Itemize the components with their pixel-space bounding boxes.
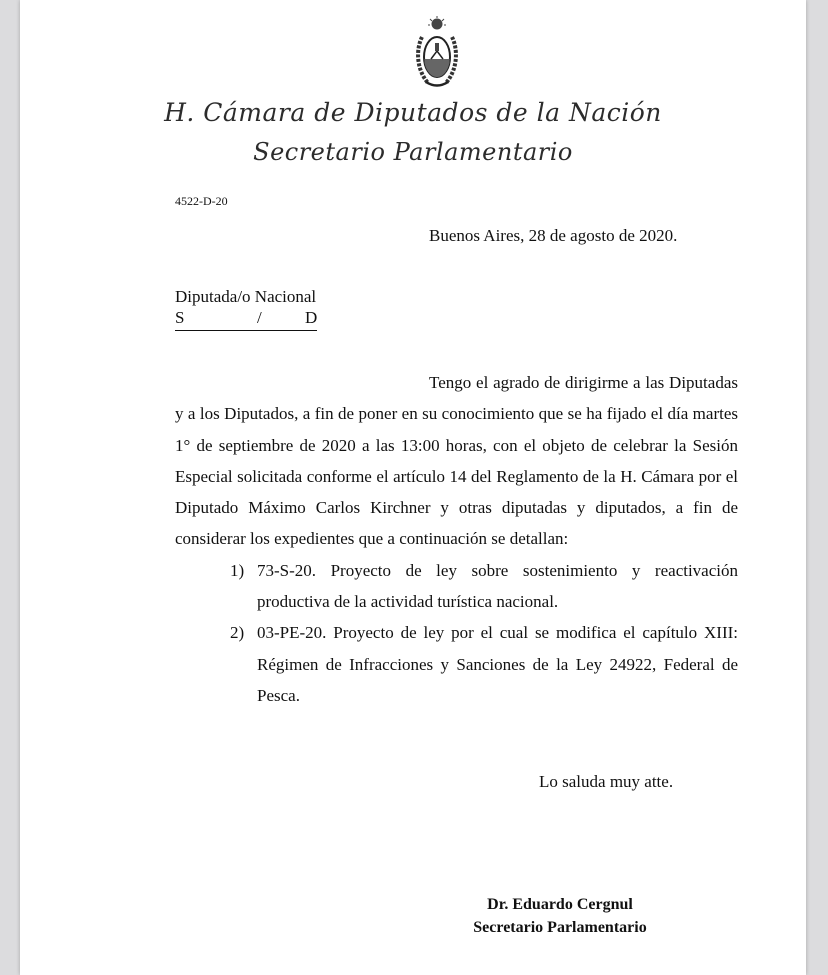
sd-left: S — [175, 308, 185, 327]
list-item-text: 03-PE-20. Proyecto de ley por el cual se modifica el capítulo XIII: Régimen de Infracciones y Sanciones de la Ley 24922, Federal de Pesca. — [257, 623, 738, 705]
signature-block — [430, 893, 690, 939]
chamber-letterhead: H. Cámara de Diputados de la Nación — [164, 98, 662, 127]
list-item — [175, 617, 738, 711]
addressee: Diputada/o Nacional — [175, 287, 317, 306]
list-item-text: 73-S-20. Proyecto de ley sobre sostenimiento y reactivación productiva de la actividad turística nacional. — [257, 560, 738, 612]
signatory-title: Secretario Parlamentario — [473, 919, 647, 936]
document-page — [20, 0, 806, 975]
file-reference: 4522-D-20 — [175, 194, 228, 208]
coat-of-arms-icon — [414, 15, 460, 91]
addressee-sd-line — [175, 308, 317, 331]
list-item — [175, 555, 738, 618]
body-paragraph-text: Tengo el agrado de dirigirme a las Diputadas y a los Diputados, a fin de poner en su conocimiento que se ha fijado el día martes 1° de septiembre de 2020 a las 13:00 horas, con el objeto de celebrar la Sesión Especial solicitada conforme el artículo 14 del Reglamento de la H. Cámara por el Diputado Máximo Carlos Kirchner y otras diputadas y diputados, a fin de considerar los expedientes que a continuación se detallan: — [175, 373, 738, 549]
list-item-number: 1) — [230, 560, 245, 580]
list-item-number: 2) — [230, 623, 245, 643]
signatory-name: Dr. Eduardo Cergnul — [487, 896, 633, 913]
sd-slash: / — [257, 308, 262, 327]
letter-body — [175, 367, 738, 711]
sd-right: D — [305, 308, 318, 327]
closing: Lo saluda muy atte. — [539, 772, 674, 791]
body-paragraph — [175, 367, 738, 555]
dateline: Buenos Aires, 28 de agosto de 2020. — [429, 226, 678, 245]
office-letterhead: Secretario Parlamentario — [253, 138, 573, 166]
